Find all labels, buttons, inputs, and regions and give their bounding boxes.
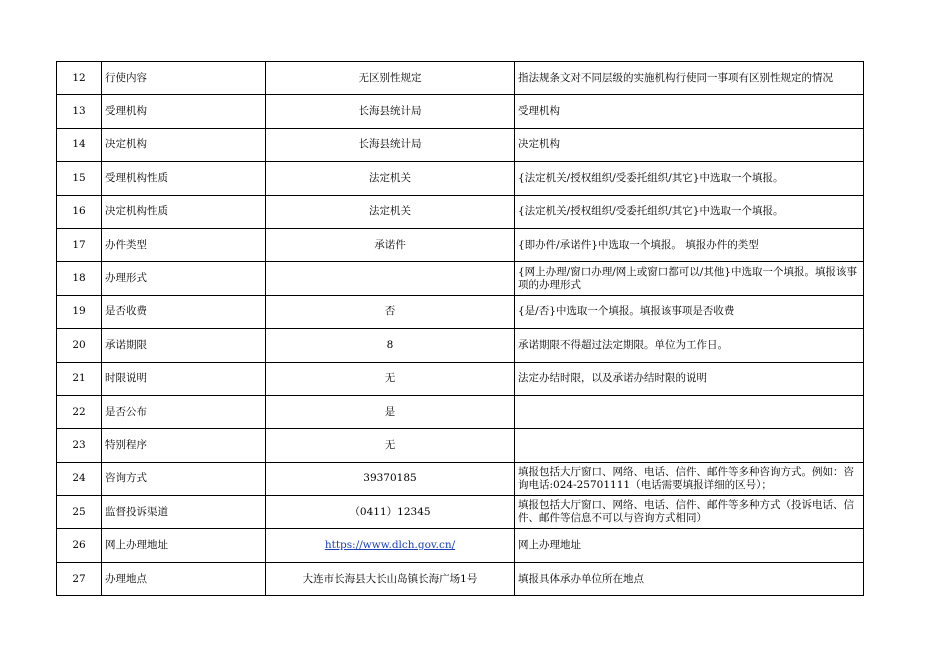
online-service-link[interactable]: https://www.dlch.gov.cn/ [324,539,456,552]
row-number: 23 [57,429,102,462]
field-name: 办理形式 [102,262,266,295]
field-note: {法定机关/授权组织/受委托组织/其它}中选取一个填报。 [515,162,864,195]
field-value: 无 [266,362,515,395]
table-row [57,228,864,261]
table-row [57,162,864,195]
field-note: {是/否}中选取一个填报。填报该事项是否收费 [515,295,864,328]
field-note [515,429,864,462]
field-name: 是否收费 [102,295,266,328]
field-note: 法定办结时限，以及承诺办结时限的说明 [515,362,864,395]
table-row [57,529,864,562]
table-row [57,262,864,295]
table-row [57,295,864,328]
field-name: 受理机构性质 [102,162,266,195]
row-number: 25 [57,496,102,529]
field-note: {法定机关/授权组织/受委托组织/其它}中选取一个填报。 [515,195,864,228]
field-name: 决定机构 [102,128,266,161]
field-note: 网上办理地址 [515,529,864,562]
row-number: 16 [57,195,102,228]
field-value: 无 [266,429,515,462]
field-name: 受理机构 [102,95,266,128]
row-number: 18 [57,262,102,295]
field-value: 法定机关 [266,195,515,228]
row-number: 24 [57,462,102,495]
row-number: 21 [57,362,102,395]
field-name: 决定机构性质 [102,195,266,228]
field-note: 受理机构 [515,95,864,128]
row-number: 12 [57,62,102,95]
row-number: 22 [57,395,102,428]
table-row [57,362,864,395]
field-note [515,395,864,428]
field-value: 大连市长海县大长山岛镇长海广场1号 [266,562,515,595]
field-value: 法定机关 [266,162,515,195]
field-name: 时限说明 [102,362,266,395]
field-value: 无区别性规定 [266,62,515,95]
row-number: 17 [57,228,102,261]
row-number: 20 [57,329,102,362]
table-row [57,329,864,362]
table-row [57,195,864,228]
field-note: {即办件/承诺件}中选取一个填报。 填报办件的类型 [515,228,864,261]
field-value [266,529,515,562]
field-name: 承诺期限 [102,329,266,362]
table-row [57,62,864,95]
row-number: 15 [57,162,102,195]
table-row [57,395,864,428]
field-value: 8 [266,329,515,362]
field-value: 39370185 [266,462,515,495]
row-number: 13 [57,95,102,128]
field-note: 填报包括大厅窗口、网络、电话、信件、邮件等多种咨询方式。例如：咨询电话:024-25701111（电话需要填报详细的区号）； [515,462,864,495]
field-value: （0411）12345 [266,496,515,529]
field-note: 承诺期限不得超过法定期限。单位为工作日。 [515,329,864,362]
row-number: 14 [57,128,102,161]
table-row [57,562,864,595]
field-name: 办理地点 [102,562,266,595]
field-value: 长海县统计局 [266,128,515,161]
row-number: 26 [57,529,102,562]
field-name: 是否公布 [102,395,266,428]
field-value: 是 [266,395,515,428]
field-value: 承诺件 [266,228,515,261]
field-name: 办件类型 [102,228,266,261]
table-row [57,429,864,462]
table-row [57,128,864,161]
row-number: 19 [57,295,102,328]
field-note: 填报具体承办单位所在地点 [515,562,864,595]
field-name: 特别程序 [102,429,266,462]
field-note: 填报包括大厅窗口、网络、电话、信件、邮件等多种方式（投诉电话、信件、邮件等信息不可以与咨询方式相同） [515,496,864,529]
field-note: 决定机构 [515,128,864,161]
row-number: 27 [57,562,102,595]
field-value: 长海县统计局 [266,95,515,128]
field-name: 行使内容 [102,62,266,95]
field-note: 指法规条文对不同层级的实施机构行使同一事项有区别性规定的情况 [515,62,864,95]
field-value [266,262,515,295]
table-row [57,496,864,529]
field-name: 网上办理地址 [102,529,266,562]
field-name: 咨询方式 [102,462,266,495]
field-name: 监督投诉渠道 [102,496,266,529]
item-detail-table [56,61,864,596]
table-row [57,95,864,128]
field-value: 否 [266,295,515,328]
field-note: {网上办理/窗口办理/网上或窗口都可以/其他}中选取一个填报。填报该事项的办理形式 [515,262,864,295]
table-row [57,462,864,495]
